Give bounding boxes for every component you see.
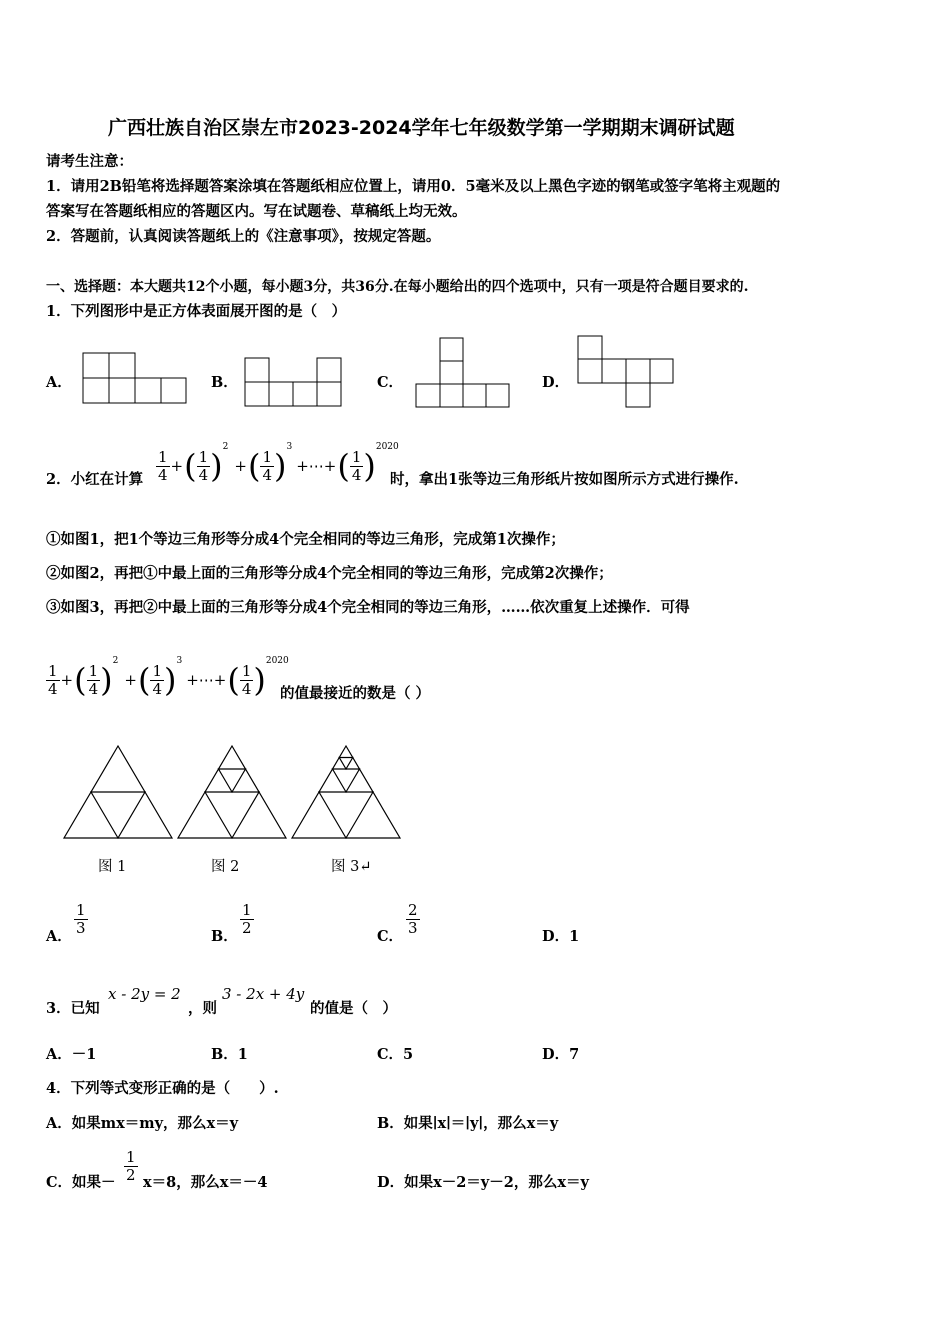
frac-num: 2	[408, 901, 418, 919]
q1-option-d-label: D．	[542, 374, 570, 391]
q1-stem: 1．下列图形中是正方体表面展开图的是（ ）	[46, 303, 347, 320]
q3-prefix: 3．已知	[46, 1000, 100, 1017]
frac-den: 4	[351, 465, 362, 484]
notice-heading: 请考生注意：	[46, 153, 133, 170]
ellipsis: +⋯+	[296, 457, 337, 475]
figure-2-caption: 图 2	[211, 859, 240, 875]
q4-option-c-prefix: C．如果－	[46, 1174, 116, 1191]
exponent: 2	[112, 656, 119, 666]
q4-option-d: D．如果x－2＝y－2，那么x＝y	[377, 1174, 589, 1191]
q3-option-d: D．7	[542, 1046, 580, 1063]
exponent: 2020	[265, 656, 289, 666]
q2-prefix: 2．小红在计算	[46, 471, 144, 488]
q4-stem: 4．下列等式变形正确的是（ ）.	[46, 1080, 279, 1097]
plus-sign: +	[60, 671, 74, 689]
notice-line-1b: 答案写在答题纸相应的答题区内。写在试题卷、草稿纸上均无效。	[46, 203, 467, 220]
plus-sign: +	[124, 671, 137, 689]
frac-num: 1	[76, 901, 86, 919]
exponent: 2	[222, 442, 229, 452]
figure-3-caption: 图 3↵	[331, 859, 372, 875]
q1-option-b-label: B．	[211, 374, 238, 391]
frac-den: 4	[262, 465, 272, 484]
q2-suffix: 时，拿出1张等边三角形纸片按如图所示方式进行操作.	[390, 471, 739, 488]
q2-option-b-label: B．	[211, 928, 238, 945]
q3-option-b: B．1	[211, 1046, 248, 1063]
frac-den: 2	[242, 919, 252, 937]
q3-condition: x - 2y = 2	[108, 985, 181, 1003]
q2-option-c-label: C．	[377, 928, 404, 945]
triangle-figure-3	[290, 745, 402, 841]
frac-den: 4	[88, 679, 99, 698]
frac-num: 1	[158, 447, 168, 466]
q2-sum-expression: $\frac{1}{4}$ +( $\frac{1}{4}$ )$^2$+( $\frac{1}{4}$ )$^3$+⋯+( $\frac{1}{4}$ )$^{2020}$	[158, 442, 399, 485]
q3-option-a: A．－1	[46, 1046, 97, 1063]
figure-1-caption: 图 1	[98, 859, 127, 875]
q4-option-c-fraction	[124, 1149, 138, 1184]
exponent: 3	[176, 656, 183, 666]
q2-option-c-fraction	[406, 902, 420, 937]
q3-suffix: 的值是（ ）	[310, 1000, 397, 1017]
q3-option-c: C．5	[377, 1046, 414, 1063]
cube-net-c	[415, 337, 511, 409]
frac-den: 3	[76, 919, 86, 937]
q3-expression: 3 - 2x + 4y	[222, 985, 305, 1003]
q2-step-3: ③如图3，再把②中最上面的三角形等分成4个完全相同的等边三角形，……依次重复上述操作．可得	[46, 599, 690, 616]
frac-num: 1	[152, 661, 162, 680]
q2-option-a-label: A．	[46, 928, 72, 945]
q1-option-a-label: A．	[46, 374, 72, 391]
q2-step-1: ①如图1，把1个等边三角形等分成4个完全相同的等边三角形，完成第1次操作；	[46, 531, 565, 548]
frac-den: 4	[152, 679, 162, 698]
page-title: 广西壮族自治区崇左市2023-2024学年七年级数学第一学期期末调研试题	[108, 117, 735, 139]
frac-num: 1	[126, 1148, 136, 1166]
q3-mid: ，则	[188, 1000, 217, 1017]
q2-ask: 的值最接近的数是（ ）	[280, 685, 431, 702]
frac-den: 4	[198, 465, 209, 484]
section-heading: 一、选择题：本大题共12个小题，每小题3分，共36分.在每小题给出的四个选项中，只有一项是符合题目要求的.	[46, 279, 749, 295]
q2-option-a-fraction	[74, 902, 88, 937]
notice-line-2: 2．答题前，认真阅读答题纸上的《注意事项》，按规定答题。	[46, 228, 441, 245]
frac-num: 1	[48, 661, 58, 680]
cube-net-a	[82, 352, 188, 406]
frac-num: 1	[198, 447, 209, 466]
notice-line-1: 1．请用2B铅笔将选择题答案涂填在答题纸相应位置上，请用0．5毫米及以上黑色字迹的钢笔或签字笔将主观题的	[46, 178, 781, 195]
plus-sign: +	[170, 457, 184, 475]
frac-den: 3	[408, 919, 418, 937]
q2-step-2: ②如图2，再把①中最上面的三角形等分成4个完全相同的等边三角形，完成第2次操作；	[46, 565, 613, 582]
q1-option-c-label: C．	[377, 374, 404, 391]
exponent: 2020	[375, 442, 399, 452]
frac-num: 1	[262, 447, 272, 466]
q2-option-d	[542, 927, 579, 947]
cube-net-b	[244, 357, 344, 409]
frac-num: 1	[88, 661, 99, 680]
frac-num: 1	[351, 447, 362, 466]
frac-num: 1	[241, 661, 252, 680]
q4-option-c-suffix: x＝8，那么x＝－4	[143, 1174, 268, 1191]
triangle-figure-1	[62, 745, 174, 841]
q4-option-b: B．如果∣x∣＝∣y∣，那么x＝y	[377, 1115, 559, 1132]
q2-option-d-label: D．	[542, 928, 570, 945]
exponent: 3	[286, 442, 293, 452]
cube-net-d	[577, 335, 675, 409]
frac-den: 4	[241, 679, 252, 698]
q4-option-a: A．如果mx＝my，那么x＝y	[46, 1115, 239, 1132]
ellipsis: +⋯+	[186, 671, 227, 689]
frac-den: 2	[126, 1166, 136, 1184]
q2-option-b-fraction	[240, 902, 254, 937]
frac-num: 1	[242, 901, 252, 919]
plus-sign: +	[234, 457, 247, 475]
frac-den: 4	[48, 679, 58, 698]
q2-option-d-value: 1	[569, 928, 580, 945]
q2-sum-expression-repeat: $\frac{1}{4}$ +( $\frac{1}{4}$ )$^2$+( $\frac{1}{4}$ )$^3$+⋯+( $\frac{1}{4}$ )$^{2020}$	[48, 656, 289, 699]
triangle-figure-2	[176, 745, 288, 841]
frac-den: 4	[158, 465, 168, 484]
